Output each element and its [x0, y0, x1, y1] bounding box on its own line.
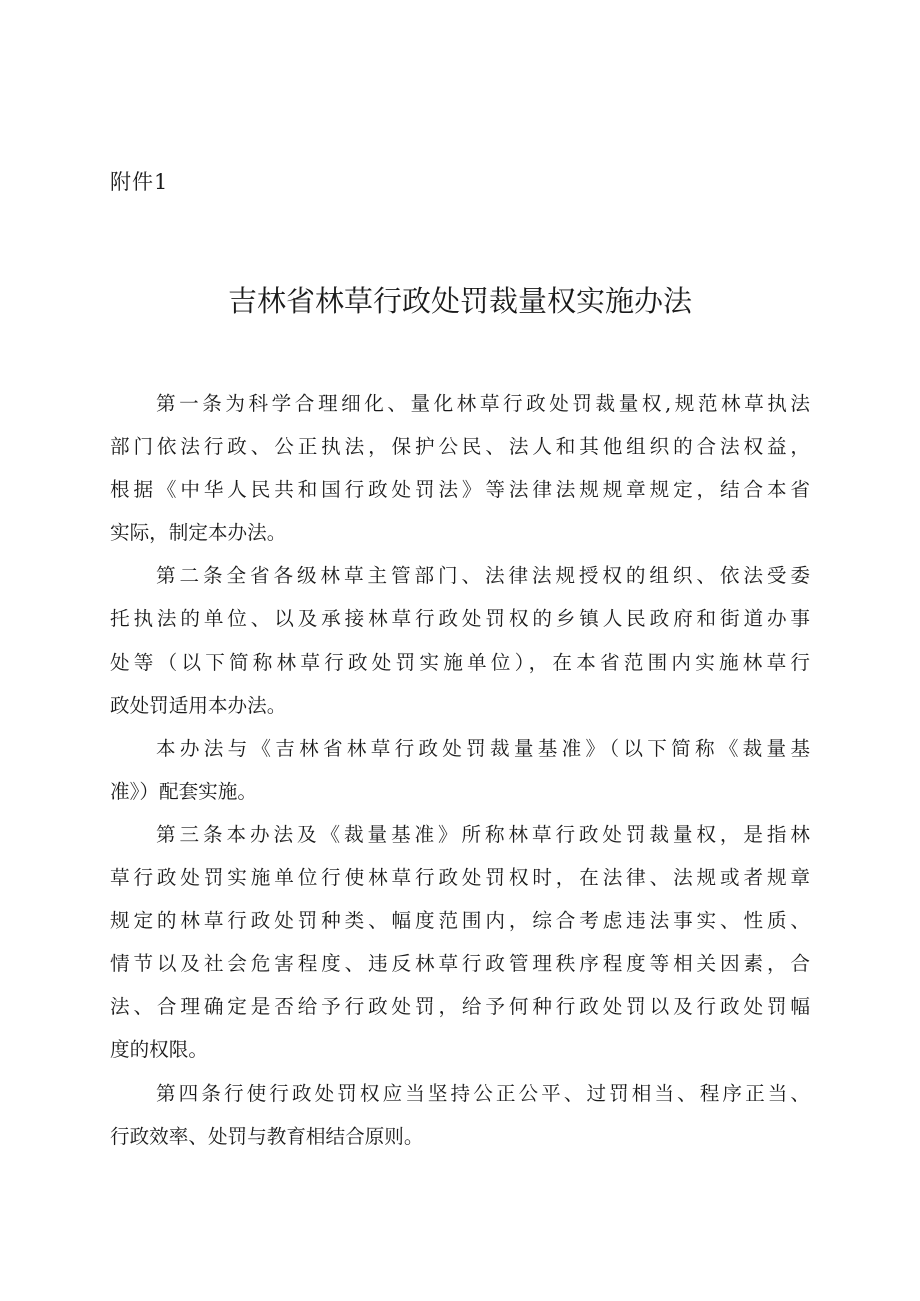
article-1-line-2: 部门依法行政、公正执法，保护公民、法人和其他组织的合法权益， — [110, 435, 810, 459]
article-3-line-2: 草行政处罚实施单位行使林草行政处罚权时，在法律、法规或者规章 — [110, 866, 810, 890]
article-2-line-4: 政处罚适用本办法。 — [110, 693, 287, 717]
article-2-line-1: 第二条全省各级林草主管部门、法律法规授权的组织、依法受委 — [156, 564, 810, 588]
article-3-line-3: 规定的林草行政处罚种类、幅度范围内，综合考虑违法事实、性质、 — [110, 909, 810, 933]
article-2-line-2: 托执法的单位、以及承接林草行政处罚权的乡镇人民政府和街道办事 — [110, 607, 810, 631]
article-4-line-2: 行政效率、处罚与教育相结合原则。 — [110, 1124, 424, 1148]
supplement-line-2: 准》）配套实施。 — [110, 779, 257, 803]
article-1-line-3: 根据《中华人民共和国行政处罚法》等法律法规规章规定，结合本省 — [110, 478, 810, 502]
document-title: 吉林省林草行政处罚裁量权实施办法 — [227, 284, 692, 318]
article-4-line-1: 第四条行使行政处罚权应当坚持公正公平、过罚相当、程序正当、 — [156, 1081, 810, 1105]
article-3-line-4: 情节以及社会危害程度、违反林草行政管理秩序程度等相关因素，合 — [110, 952, 810, 976]
article-2-line-3: 处等（以下简称林草行政处罚实施单位），在本省范围内实施林草行 — [110, 650, 810, 674]
article-1-line-4: 实际，制定本办法。 — [110, 521, 287, 545]
document-body — [110, 382, 810, 1158]
supplement-line-1: 本办法与《吉林省林草行政处罚裁量基准》（以下简称《裁量基 — [156, 736, 810, 760]
article-3-line-6: 度的权限。 — [110, 1038, 208, 1062]
attachment-label: 附件1 — [110, 170, 169, 194]
article-1-line-1: 第一条为科学合理细化、量化林草行政处罚裁量权,规范林草执法 — [156, 392, 810, 415]
article-3-line-5: 法、合理确定是否给予行政处罚，给予何种行政处罚以及行政处罚幅 — [110, 995, 810, 1019]
article-3-line-1: 第三条本办法及《裁量基准》所称林草行政处罚裁量权，是指林 — [156, 822, 810, 846]
